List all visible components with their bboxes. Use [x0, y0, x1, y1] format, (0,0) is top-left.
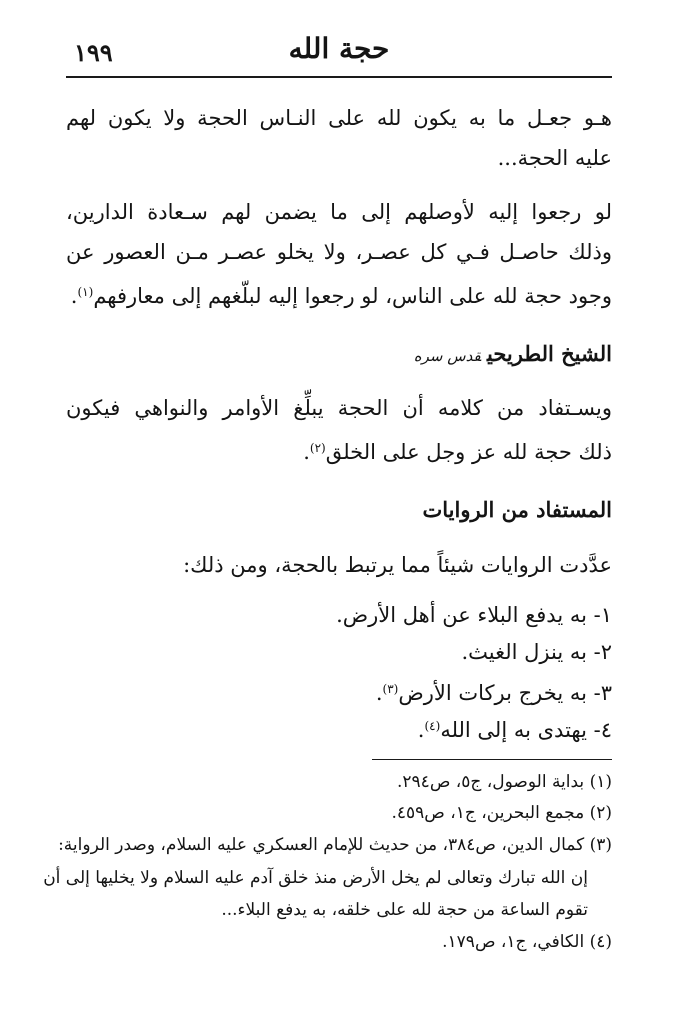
- footnote-ref-4[interactable]: (٤): [424, 719, 441, 733]
- page-number: ١٩٩: [74, 38, 113, 67]
- paragraph-1-line-2: عليه الحجة...: [497, 146, 612, 170]
- section-1-line-2-text: ذلك حجة لله عز وجل على الخلق: [325, 440, 612, 464]
- list-item-text: ١- به يدفع البلاء عن أهل الأرض.: [336, 603, 612, 627]
- section-heading-tarihi: [414, 339, 612, 371]
- page-header: [66, 30, 612, 78]
- section-heading-narrations: المستفاد من الروايات: [422, 497, 612, 522]
- footnote-4: (٤) الكافي، ج١، ص١٧٩.: [442, 932, 612, 952]
- paragraph-2-line-2: وذلك حاصـل فـي كل عصـر، ولا يخلو عصـر مـن العصور عن: [66, 240, 612, 264]
- footnote-ref-2[interactable]: (٢): [309, 441, 326, 455]
- section-2-intro: عدَّدت الروايات شيئاً مما يرتبط بالحجة، ومن ذلك:: [183, 553, 612, 577]
- footnote-3-line-3: تقوم الساعة من حجة لله على خلقه، به يدفع البلاء...: [221, 900, 588, 920]
- paragraph-2-line-3-text: وجود حجة لله على الناس، لو رجعوا إليه لبلّغهم إلى معارفهم: [93, 284, 612, 308]
- sentence-end: .: [375, 681, 383, 705]
- footnote-ref-1[interactable]: (١): [77, 285, 94, 299]
- sentence-end: .: [70, 284, 78, 308]
- paragraph-2-line-3: [71, 277, 612, 311]
- list-item-text: ٤- يهتدى به إلى الله: [440, 718, 612, 742]
- section-heading-tarihi-text: الشيخ الطريحي: [487, 341, 612, 366]
- footnote-1: (١) بداية الوصول، ج٥، ص٢٩٤.: [397, 772, 612, 792]
- footnote-3-line-1: (٣) كمال الدين، ص٣٨٤، من حديث للإمام العسكري عليه السلام، وصدر الرواية:: [58, 835, 612, 855]
- list-item-text: ٣- به يخرج بركات الأرض: [398, 681, 612, 705]
- footnote-2: (٢) مجمع البحرين، ج١، ص٤٥٩.: [391, 803, 612, 823]
- sentence-end: .: [417, 718, 425, 742]
- sentence-end: .: [303, 440, 310, 464]
- list-item: [376, 674, 612, 708]
- honorific-glyph: قدس سره: [413, 347, 482, 365]
- list-item: [461, 637, 612, 667]
- list-item: [336, 600, 612, 630]
- footnote-3-line-2: إن الله تبارك وتعالى لم يخل الأرض منذ خلق آدم عليه السلام ولا يخليها إلى أن: [43, 868, 588, 888]
- footnote-divider: [372, 759, 612, 760]
- list-item: [418, 711, 612, 745]
- section-1-line-2: [303, 433, 612, 467]
- running-title: حجة الله: [288, 32, 390, 65]
- list-item-text: ٢- به ينزل الغيث.: [461, 640, 612, 664]
- paragraph-1-line-1: هـو جعـل ما به يكون لله على النـاس الحجة ولا يكون لهم: [66, 106, 612, 130]
- footnote-ref-3[interactable]: (٣): [382, 682, 399, 696]
- section-1-line-1: ويسـتفاد من كلامه أن الحجة يبلِّغ الأوامر والنواهي فيكون: [66, 396, 612, 420]
- paragraph-2-line-1: لو رجعوا إليه لأوصلهم إلى ما يضمن لهم سـعادة الدارين،: [66, 200, 612, 224]
